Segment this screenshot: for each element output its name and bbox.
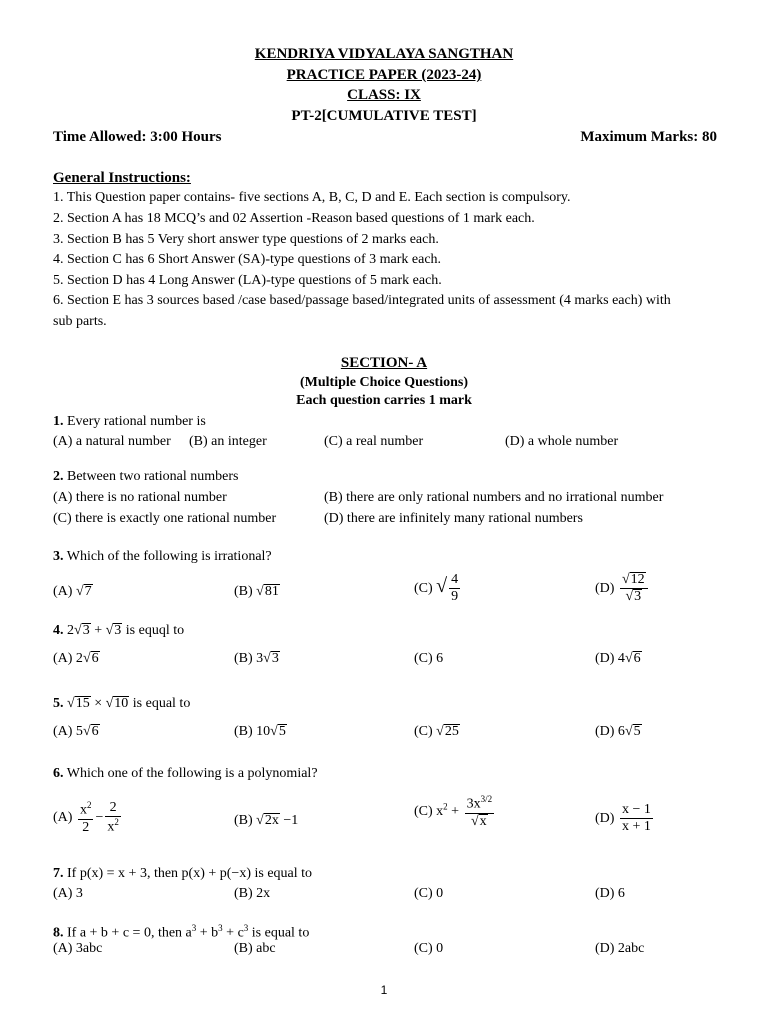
q2-option-d: (D) there are infinitely many rational numbers xyxy=(324,511,583,526)
q6-option-c: (C) $x^2$ + $\frac{3x^{3/2}}{√x}$ xyxy=(414,794,493,829)
class-title: CLASS: IX xyxy=(347,87,421,103)
q7-option-c: (C) 0 xyxy=(414,886,444,901)
q5-option-d: (D) 6√5 xyxy=(595,724,641,739)
q4-option-d: (D) 4√6 xyxy=(595,651,641,666)
q5-option-b: (B) 10√5 xyxy=(234,724,286,739)
section-subtitle: (Multiple Choice Questions) xyxy=(300,375,468,390)
q1-option-a: (A) a natural number xyxy=(53,434,171,449)
question-1: 1. Every rational number is xyxy=(53,414,206,429)
q1-option-c: (C) a real number xyxy=(324,434,424,449)
q6-option-b: (B) √2x −1 xyxy=(234,813,299,828)
q3-option-d: (D) $\frac{√12}{√3}$ xyxy=(595,572,650,605)
question-5: 5. √15 × √10 is equal to xyxy=(53,696,191,711)
q8-option-c: (C) 0 xyxy=(414,941,444,956)
q2-option-c: (C) there is exactly one rational number xyxy=(53,511,277,526)
question-2: 2. Between two rational numbers xyxy=(53,469,239,484)
q4-option-b: (B) 3√3 xyxy=(234,651,279,666)
q6-option-d: (D) $\frac{x - 1}{x + 1}$ xyxy=(595,802,651,835)
q4-option-c: (C) 6 xyxy=(414,651,444,666)
instruction-3: 3. Section B has 5 Very short answer type questions of 2 marks each. xyxy=(53,232,439,247)
time-allowed: Time Allowed: 3:00 Hours xyxy=(53,129,222,145)
q2-option-b: (B) there are only rational numbers and no irrational number xyxy=(324,490,664,505)
section-note: Each question carries 1 mark xyxy=(296,393,472,408)
q4-option-a: (A) 2√6 xyxy=(53,651,99,666)
max-marks: Maximum Marks: 80 xyxy=(580,129,717,145)
section-title: SECTION- A xyxy=(340,355,428,371)
question-8: 8. If a + b + c = 0, then $a^3 + b^3 + c^3$ is equal to xyxy=(53,923,310,941)
q5-option-a: (A) 5√6 xyxy=(53,724,99,739)
q3-option-c: (C) √ $\frac{4}{9}$ xyxy=(414,572,459,605)
instruction-4: 4. Section C has 6 Short Answer (SA)-type questions of 3 mark each. xyxy=(53,252,442,267)
instruction-2: 2. Section A has 18 MCQ’s and 02 Assertion -Reason based questions of 1 mark each. xyxy=(53,211,535,226)
paper-title: PRACTICE PAPER (2023-24) xyxy=(286,67,482,83)
test-title: PT-2[CUMULATIVE TEST] xyxy=(291,108,477,124)
instruction-5: 5. Section D has 4 Long Answer (LA)-type questions of 5 mark each. xyxy=(53,273,442,288)
q6-option-a: (A) $\frac{x^2}{2}$ − $\frac{2}{x^2}$ xyxy=(53,800,119,835)
q1-option-d: (D) a whole number xyxy=(505,434,619,449)
q7-option-b: (B) 2x xyxy=(234,886,271,901)
q7-option-a: (A) 3 xyxy=(53,886,83,901)
question-4: 4. 2√3 + √3 is equql to xyxy=(53,623,185,638)
org-title: KENDRIYA VIDYALAYA SANGTHAN xyxy=(254,46,514,62)
q8-option-a: (A) 3abc xyxy=(53,941,103,956)
q5-option-c: (C) √25 xyxy=(414,724,459,739)
page-number: 1 xyxy=(380,983,388,997)
question-3: 3. Which of the following is irrational? xyxy=(53,549,272,564)
q1-option-b: (B) an integer xyxy=(189,434,267,449)
q3-option-b: (B) √81 xyxy=(234,584,279,599)
q8-option-b: (B) abc xyxy=(234,941,276,956)
q2-option-a: (A) there is no rational number xyxy=(53,490,227,505)
q7-option-d: (D) 6 xyxy=(595,886,625,901)
instruction-1: 1. This Question paper contains- five sections A, B, C, D and E. Each section is compulsory. xyxy=(53,190,571,205)
instruction-6: 6. Section E has 3 sources based /case based/passage based/integrated units of assessment (4 marks each) with xyxy=(53,293,671,308)
q3-option-a: (A) √7 xyxy=(53,584,92,599)
question-6: 6. Which one of the following is a polynomial? xyxy=(53,766,318,781)
question-7: 7. If p(x) = x + 3, then p(x) + p(−x) is equal to xyxy=(53,866,313,881)
instructions-title: General Instructions: xyxy=(53,170,191,186)
q8-option-d: (D) 2abc xyxy=(595,941,645,956)
instruction-6-cont: sub parts. xyxy=(53,314,107,329)
